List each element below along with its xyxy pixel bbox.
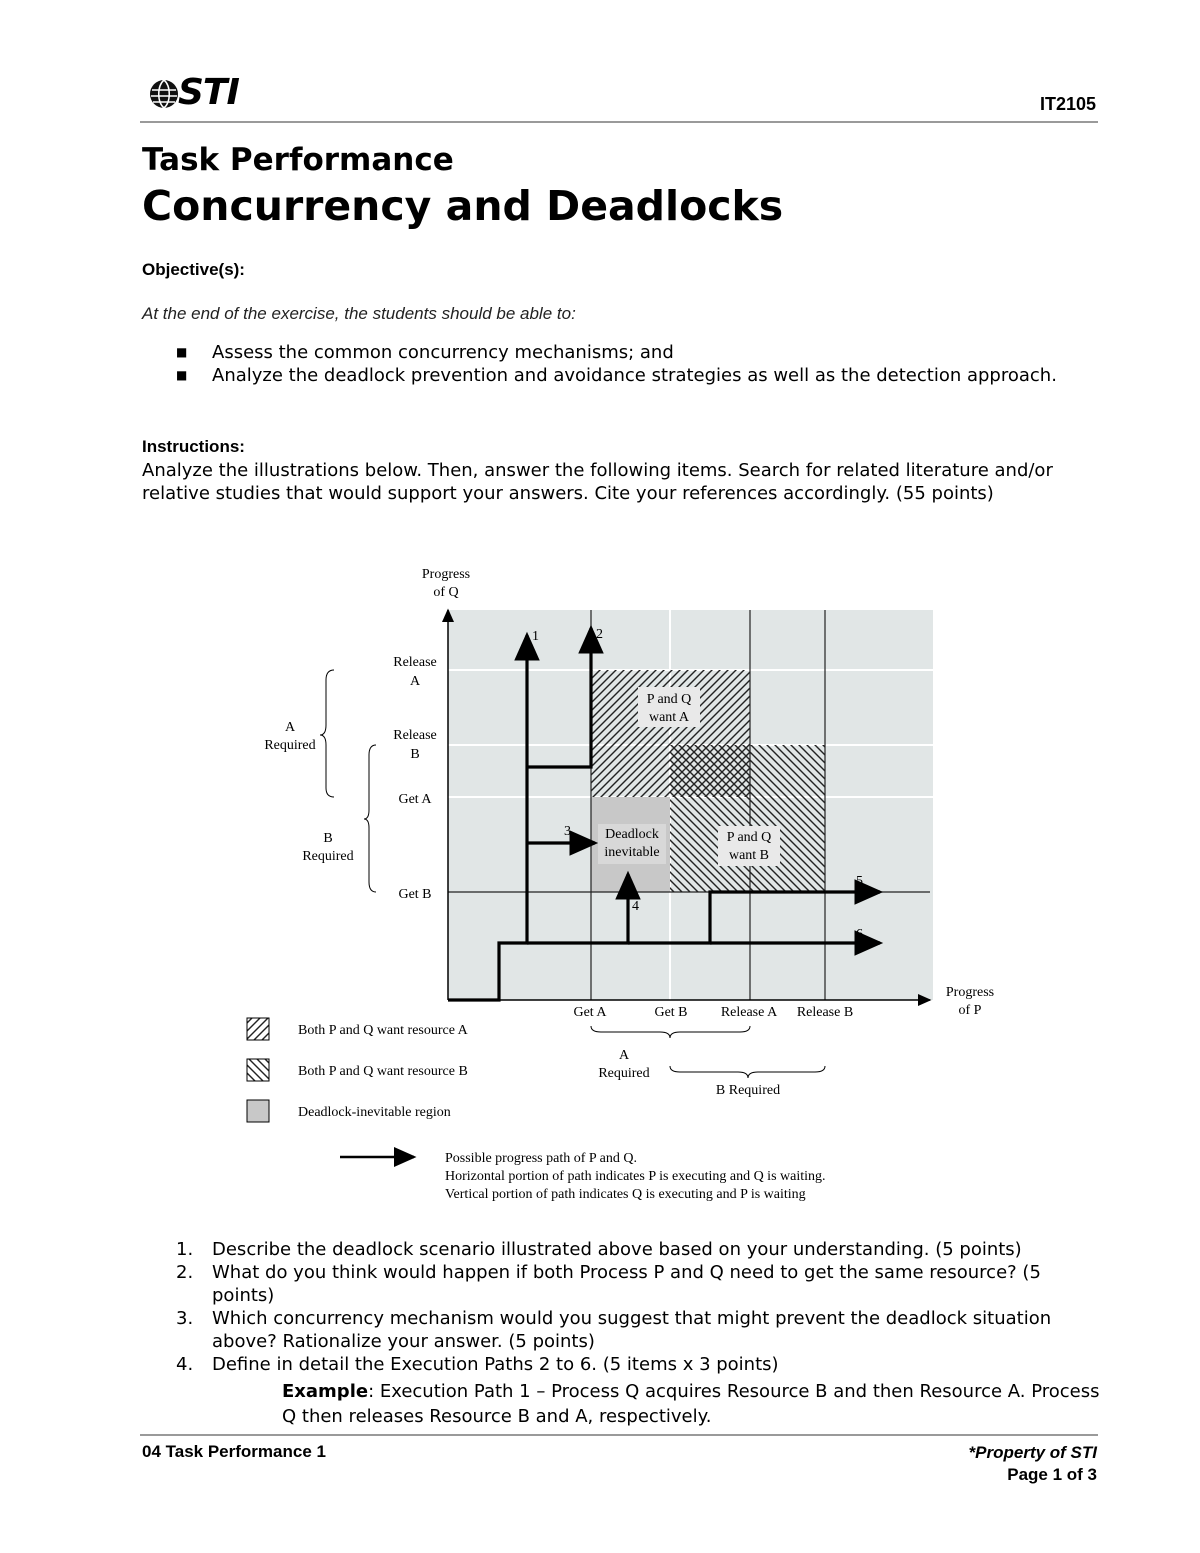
objectives-list: [142, 341, 1082, 387]
x-axis-label: Progress: [945, 985, 995, 1000]
question-item: 1. Describe the deadlock scenario illustrated above based on your understanding. (5 points): [176, 1239, 1022, 1260]
path-label: 6: [856, 927, 863, 942]
x-tick-labels: [573, 1005, 853, 1020]
y-tick-label: Release: [393, 728, 437, 743]
x-tick-label: Get B: [654, 1005, 688, 1020]
legend-path-2: Horizontal portion of path indicates P is executing and Q is waiting.: [445, 1169, 826, 1184]
y-tick-labels: [393, 655, 437, 902]
course-code: IT2105: [1039, 94, 1096, 114]
path-label: 4: [632, 899, 639, 914]
x-axis-label: of P: [958, 1003, 982, 1018]
globe-icon: [148, 76, 180, 116]
legend-deadlock: Deadlock-inevitable region: [298, 1105, 451, 1120]
brace-label-a: A: [284, 720, 296, 735]
x-tick-label: Release B: [796, 1005, 854, 1020]
y-tick-label: B: [410, 747, 420, 762]
y-axis-label: Progress: [421, 567, 471, 582]
legend-want-b: Both P and Q want resource B: [298, 1064, 468, 1079]
y-axis-label: of Q: [433, 585, 459, 600]
region-label-want-b: P and Q: [726, 830, 772, 845]
x-tick-label: Get A: [573, 1005, 607, 1020]
question-item: 3. Which concurrency mechanism would you suggest that might prevent the deadlock situation above? Rationalize your answer. (5 points): [176, 1308, 1052, 1352]
instructions-text: Analyze the illustrations below. Then, answer the following items. Search for related literature and/or relative studies that would support your answers. Cite your references accordingly. (55 points): [142, 460, 1053, 504]
header-divider: [140, 121, 1098, 123]
path-label: 3: [564, 824, 571, 839]
square-bullet-icon: ■: [176, 345, 188, 359]
questions-list: [142, 1238, 1102, 1376]
brace-label-b: Required: [302, 849, 354, 864]
objectives-heading: Objective(s):: [142, 260, 245, 279]
footer-right: [969, 1442, 1097, 1486]
region-label-deadlock: Deadlock: [605, 827, 659, 842]
path-label: 5: [856, 874, 863, 889]
page-title: Concurrency and Deadlocks: [142, 182, 784, 230]
legend-path-1: Possible progress path of P and Q.: [445, 1151, 637, 1166]
legend-swatch-want-b: [247, 1059, 269, 1081]
legend-want-a: Both P and Q want resource A: [298, 1023, 468, 1038]
path-label: 1: [532, 629, 539, 644]
path-label: 2: [596, 627, 603, 642]
objective-item: ■ Analyze the deadlock prevention and avoidance strategies as well as the detection approach.: [176, 365, 1057, 386]
y-tick-label: A: [409, 674, 421, 689]
square-bullet-icon: ■: [176, 368, 188, 382]
example-text: [282, 1379, 1102, 1429]
y-tick-label: Get A: [398, 792, 432, 807]
region-label-want-a: P and Q: [646, 692, 692, 707]
footer-doc-label: 04 Task Performance 1: [142, 1442, 326, 1461]
brace-bottom-label-a: A: [618, 1048, 630, 1063]
question-item: 2. What do you think would happen if both Process P and Q need to get the same resource? (5 points): [176, 1262, 1041, 1306]
footer-property: *Property of STI: [968, 1443, 1097, 1462]
brace-bottom-b: [670, 1066, 825, 1078]
example-body: : Execution Path 1 – Process Q acquires Resource B and then Resource A. Process Q then releases Resource B and A, respectively.: [282, 1381, 1100, 1427]
region-label-deadlock: inevitable: [604, 845, 660, 860]
x-tick-label: Release A: [720, 1005, 778, 1020]
example-label: Example: [282, 1381, 369, 1402]
instructions-heading: Instructions:: [142, 437, 245, 456]
footer-page-number: Page 1 of 3: [1007, 1465, 1097, 1484]
legend-path-3: Vertical portion of path indicates Q is executing and P is waiting: [445, 1187, 806, 1202]
objective-item: ■ Assess the common concurrency mechanisms; and: [176, 342, 674, 363]
sti-logo: [148, 72, 248, 116]
brace-label-b: B: [323, 831, 333, 846]
question-item: 4. Define in detail the Execution Paths 2 to 6. (5 items x 3 points): [176, 1354, 779, 1375]
footer-divider: [140, 1434, 1098, 1436]
legend-swatch-deadlock: [247, 1100, 269, 1122]
region-want-b: [670, 745, 825, 892]
y-tick-label: Get B: [398, 887, 432, 902]
joint-progress-diagram: [230, 560, 1010, 1210]
brace-bottom-label-b: B Required: [715, 1083, 781, 1098]
page-subtitle: Task Performance: [142, 142, 454, 178]
objectives-intro: At the end of the exercise, the students should be able to:: [142, 304, 576, 323]
region-label-want-a: want A: [648, 710, 690, 725]
y-tick-label: Release: [393, 655, 437, 670]
region-label-want-b: want B: [728, 848, 770, 863]
brace-label-a: Required: [264, 738, 316, 753]
brace-a-required: [320, 670, 334, 797]
deadlock-figure: [230, 560, 1010, 1210]
legend-swatch-want-a: [247, 1018, 269, 1040]
brace-bottom-a: [591, 1026, 750, 1038]
brace-bottom-label-a: Required: [598, 1066, 650, 1081]
logo-text: STI: [178, 72, 239, 113]
brace-b-required: [364, 745, 376, 892]
